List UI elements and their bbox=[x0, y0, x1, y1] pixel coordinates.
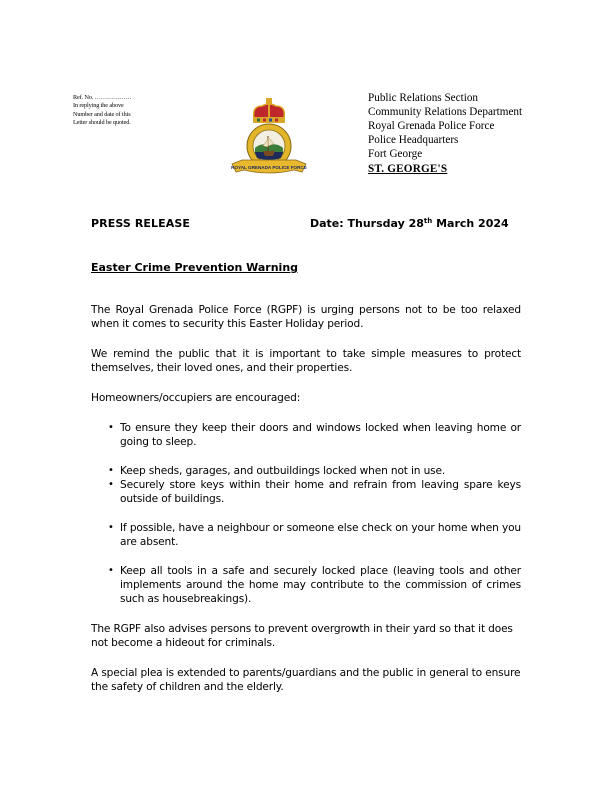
reference-note-line: In replying the above bbox=[73, 102, 124, 110]
reference-note-line: Letter should be quoted. bbox=[73, 119, 131, 127]
reference-block bbox=[73, 94, 131, 128]
reference-note-line: Number and date of this bbox=[73, 110, 131, 118]
bullet-icon bbox=[108, 478, 114, 492]
body-paragraph: A special plea is extended to parents/guardians and the public in general to ensure the safety of children and the elderly. bbox=[91, 667, 521, 693]
date-rest: March 2024 bbox=[432, 217, 509, 230]
release-date bbox=[310, 217, 509, 230]
bullet-icon bbox=[108, 521, 114, 535]
address-line: Royal Grenada Police Force bbox=[368, 120, 495, 132]
bullet-icon bbox=[108, 421, 114, 435]
reference-number: Ref. No. ……………… bbox=[73, 94, 132, 101]
date-ordinal: th bbox=[423, 217, 433, 225]
address-line: Public Relations Section bbox=[368, 92, 479, 104]
address-line: Police Headquarters bbox=[368, 134, 459, 146]
list-item: • Keep sheds, garages, and outbuildings locked when not in use. bbox=[91, 464, 521, 478]
address-line: Community Relations Department bbox=[368, 106, 523, 118]
list-item: • If possible, have a neighbour or someone else check on your home when you are absent. bbox=[91, 521, 521, 549]
sender-address bbox=[368, 91, 522, 176]
bullet-icon bbox=[108, 464, 114, 478]
list-item: • Securely store keys within their home and refrain from leaving spare keys outside of buildings. bbox=[91, 478, 521, 506]
press-release-label: PRESS RELEASE bbox=[91, 217, 190, 230]
address-city: ST. GEORGE'S bbox=[368, 163, 448, 175]
police-crest-icon bbox=[228, 96, 310, 180]
recommendations-list bbox=[91, 421, 521, 606]
bullet-icon bbox=[108, 564, 114, 578]
press-release-body bbox=[91, 303, 521, 694]
body-paragraph: The Royal Grenada Police Force (RGPF) is urging persons not to be too relaxed when it comes to security this Easter Holiday period. bbox=[91, 304, 521, 330]
address-line: Fort George bbox=[368, 148, 423, 160]
crest-banner-text: ROYAL GRENADA POLICE FORCE bbox=[231, 165, 307, 170]
headline: Easter Crime Prevention Warning bbox=[91, 261, 299, 274]
body-paragraph: We remind the public that it is important to take simple measures to protect themselves, their loved ones, and their properties. bbox=[91, 348, 521, 374]
body-paragraph: The RGPF also advises persons to prevent overgrowth in their yard so that it does not become a hideout for criminals. bbox=[91, 623, 513, 649]
body-paragraph: Homeowners/occupiers are encouraged: bbox=[91, 392, 301, 404]
list-item: • To ensure they keep their doors and windows locked when leaving home or going to sleep. bbox=[91, 421, 521, 449]
list-item: • Keep all tools in a safe and securely locked place (leaving tools and other implements around the home may contribute to the commission of crimes such as housebreakings). bbox=[91, 564, 521, 606]
date-prefix: Date: Thursday 28 bbox=[310, 217, 424, 230]
